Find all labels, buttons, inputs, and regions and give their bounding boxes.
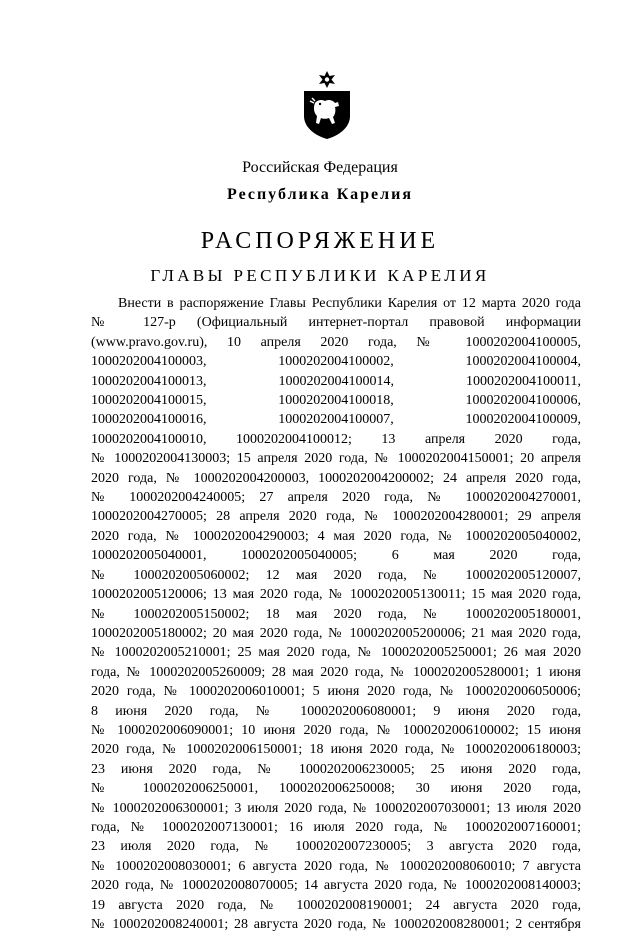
country-name: Российская Федерация (242, 159, 398, 176)
body-line: (www.pravo.gov.ru), 10 апреля 2020 года, № 1000202004100005, (91, 334, 581, 350)
document-type-title: РАСПОРЯЖЕНИЕ (200, 228, 440, 254)
republic-name: Республика Карелия (227, 186, 413, 203)
body-line: № 1000202004130003; 15 апреля 2020 года, № 1000202004150001; 20 апреля (91, 451, 581, 467)
star-icon (319, 71, 335, 88)
body-line: № 1000202005060002; 12 мая 2020 года, № 1000202005120007, (91, 567, 581, 583)
body-line: № 1000202005150002; 18 мая 2020 года, № 1000202005180001, (91, 606, 581, 622)
body-line: № 1000202006300001; 3 июля 2020 года, № 1000202007030001; 13 июля 2020 (91, 800, 581, 816)
body-line: 2020 года, № 1000202008070005; 14 августа 2020 года, № 1000202008140003; (91, 878, 581, 894)
body-line: 2020 года, № 1000202006010001; 5 июня 2020 года, № 1000202006050006; (91, 684, 581, 700)
body-line: 1000202005120006; 13 мая 2020 года, № 1000202005130011; 15 мая 2020 года, (91, 587, 581, 603)
body-line: 1000202004270005; 28 апреля 2020 года, № 1000202004280001; 29 апреля (91, 509, 581, 525)
body-line: № 1000202008030001; 6 августа 2020 года, № 1000202008060010; 7 августа (91, 858, 581, 874)
body-line: 1000202004100016, 1000202004100007, 1000202004100009, (91, 412, 581, 428)
body-line: года, № 1000202007130001; 16 июля 2020 года, № 1000202007160001; (91, 819, 581, 835)
body-line: 1000202004100015, 1000202004100018, 1000202004100006, (91, 393, 581, 409)
body-line: 1000202005180002; 20 мая 2020 года, № 1000202005200006; 21 мая 2020 года, (91, 625, 581, 641)
body-line: № 1000202008240001; 28 августа 2020 года, № 1000202008280001; 2 сентября (91, 917, 581, 932)
body-line: 1000202005040001, 1000202005040005; 6 мая 2020 года, (91, 548, 581, 564)
body-line: 23 июля 2020 года, № 1000202007230005; 3 августа 2020 года, (91, 839, 581, 855)
body-line: 23 июня 2020 года, № 1000202006230005; 25 июня 2020 года, (91, 761, 581, 777)
body-line: № 1000202005210001; 25 мая 2020 года, № 1000202005250001; 26 мая 2020 (91, 645, 581, 661)
body-line: 1000202004100013, 1000202004100014, 1000202004100011, (91, 373, 581, 389)
body-line: 2020 года, № 1000202004200003, 1000202004200002; 24 апреля 2020 года, (91, 470, 581, 486)
issuer-subtitle: ГЛАВЫ РЕСПУБЛИКИ КАРЕЛИЯ (150, 266, 490, 285)
body-line: 8 июня 2020 года, № 1000202006080001; 9 июня 2020 года, (91, 703, 581, 719)
body-line: года, № 1000202005260009; 28 мая 2020 года, № 1000202005280001; 1 июня (91, 664, 581, 680)
body-line: 2020 года, № 1000202006150001; 18 июня 2020 года, № 1000202006180003; (91, 742, 581, 758)
body-line: 1000202004100003, 1000202004100002, 1000202004100004, (91, 354, 581, 370)
body-line: 19 августа 2020 года, № 1000202008190001; 24 августа 2020 года, (91, 897, 581, 913)
body-line: 2020 года, № 1000202004290003; 4 мая 2020 года, № 1000202005040002, (91, 528, 581, 544)
body-line: 1000202004100010, 1000202004100012; 13 апреля 2020 года, (91, 431, 581, 447)
document-body (91, 294, 581, 934)
body-line: № 1000202004240005; 27 апреля 2020 года, № 1000202004270001, (91, 490, 581, 506)
karelia-coat-of-arms-icon (298, 70, 356, 140)
body-line: № 127-р (Официальный интернет-портал правовой информации (91, 315, 581, 331)
body-line: № 1000202006250001, 1000202006250008; 30 июня 2020 года, (91, 781, 581, 797)
body-line: № 1000202006090001; 10 июня 2020 года, № 1000202006100002; 15 июня (91, 722, 581, 738)
body-line: Внести в распоряжение Главы Республики Карелия от 12 марта 2020 года (118, 296, 581, 311)
